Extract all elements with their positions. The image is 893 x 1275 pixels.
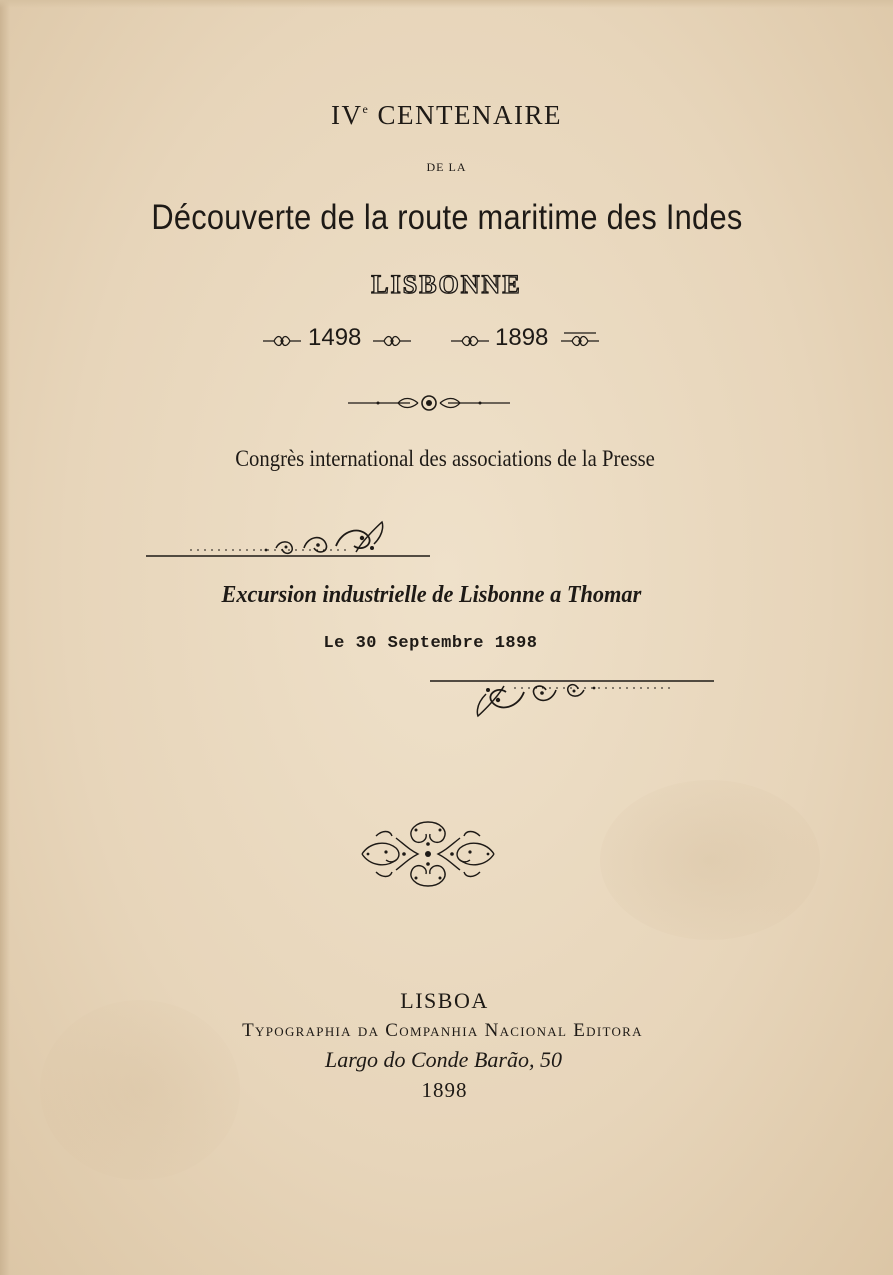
imprint-address: Largo do Conde Barão, 50 xyxy=(325,1047,562,1072)
congress-title: Congrès international des associations de la Presse xyxy=(235,446,655,471)
year-flourish-icon xyxy=(372,334,412,348)
year-start: 1498 xyxy=(308,324,362,351)
paper-edge-top xyxy=(0,0,893,8)
heading-connector: DE LA xyxy=(426,160,467,174)
excursion-title: Excursion industrielle de Lisbonne a Thomar xyxy=(221,582,642,608)
imprint-place: LISBOA xyxy=(400,988,489,1013)
imprint-year: 1898 xyxy=(421,1078,468,1102)
years-line xyxy=(262,322,602,358)
year-flourish-icon xyxy=(560,330,600,350)
central-arabesque-icon xyxy=(356,816,500,892)
centenary-heading: IVe CENTENAIRE xyxy=(330,100,563,130)
scroll-flourish-left-icon xyxy=(146,518,430,560)
year-flourish-icon xyxy=(262,334,302,348)
year-flourish-icon xyxy=(450,334,490,348)
rule-rosette-icon xyxy=(348,392,510,414)
paper-stain xyxy=(600,780,820,940)
imprint-printer: Typographia da Companhia Nacional Editora xyxy=(242,1020,643,1041)
excursion-date: Le 30 Septembre 1898 xyxy=(323,634,538,653)
main-title: Découverte de la route maritime des Indes xyxy=(151,198,743,237)
city-title: LISBONNE xyxy=(371,270,522,299)
year-end: 1898 xyxy=(495,324,549,351)
scroll-flourish-right-icon xyxy=(430,676,714,722)
